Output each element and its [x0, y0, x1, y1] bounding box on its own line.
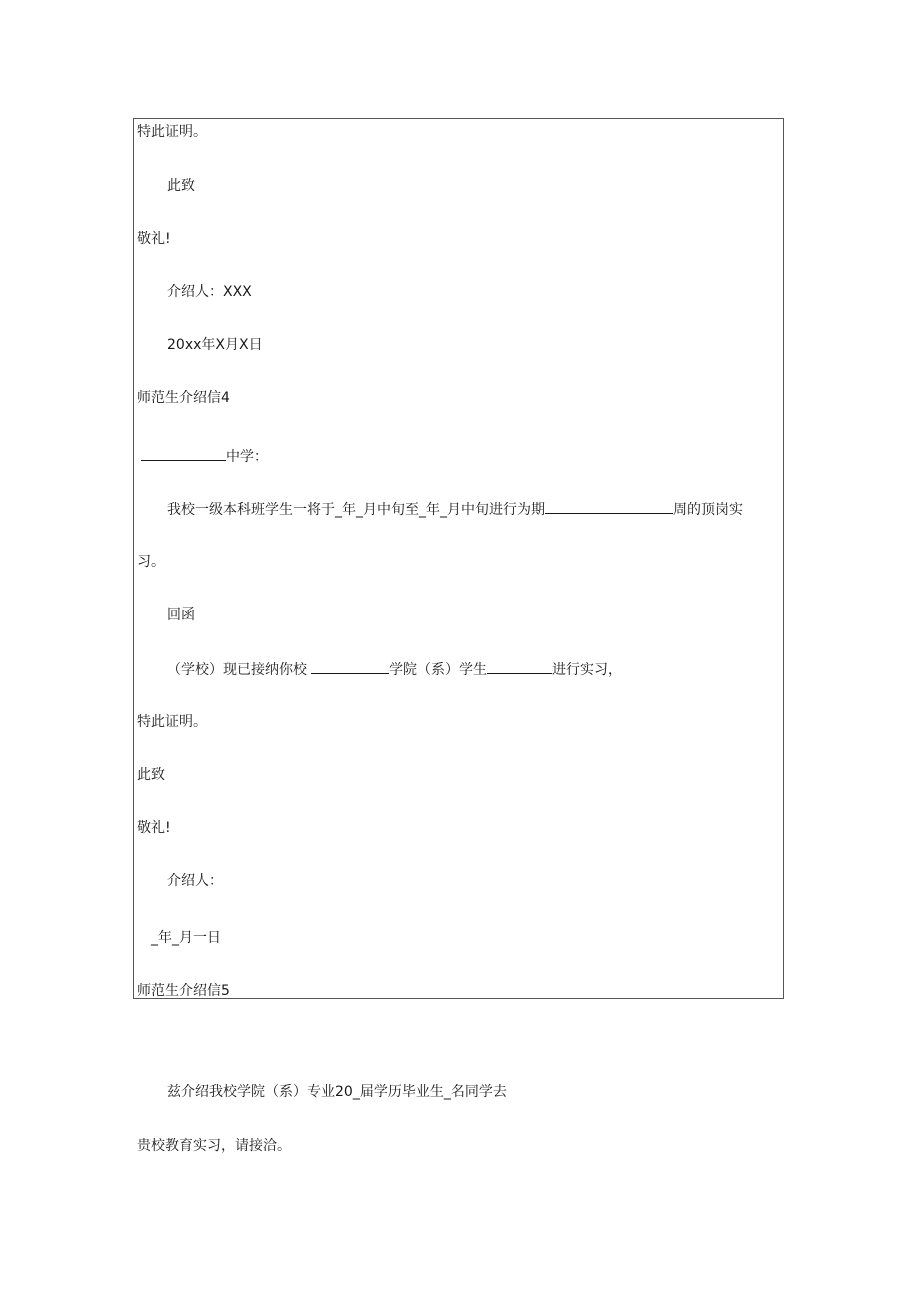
letter-4-addressee [141, 446, 268, 466]
reply-body [167, 659, 622, 679]
reply-part1: （学校）现已接纳你校 [167, 662, 307, 678]
period-blank [545, 499, 673, 514]
salute-open-1: 此致 [167, 178, 195, 194]
addressee-blank [141, 446, 226, 461]
school-blank [311, 659, 389, 674]
letter-5-body-line2: 贵校教育实习，请接洽。 [137, 1138, 291, 1154]
addressee-suffix: 中学： [226, 449, 268, 465]
introducer-2: 介绍人： [167, 873, 223, 889]
student-blank [487, 659, 552, 674]
body-part1: 我校一级本科班学生一将于_年_月中旬至_年_月中旬进行为期 [167, 502, 545, 518]
letter-4-heading: 师范生介绍信4 [137, 390, 230, 406]
document-table-cell [133, 118, 784, 999]
certify-text-1: 特此证明。 [137, 124, 207, 140]
date-2: _年_月一日 [151, 930, 221, 946]
salute-close-2: 敬礼! [137, 820, 171, 836]
letter-4-body-line1 [167, 499, 743, 519]
body-part2: 周的顶岗实 [673, 502, 743, 518]
date-1: 20xx年X月X日 [167, 337, 263, 353]
reply-part3: 进行实习， [552, 662, 622, 678]
reply-heading: 回函 [167, 607, 195, 623]
certify-text-2: 特此证明。 [137, 714, 207, 730]
salute-open-2: 此致 [137, 767, 165, 783]
letter-4-body-line2: 习。 [137, 554, 165, 570]
reply-part2: 学院（系）学生 [389, 662, 487, 678]
salute-close-1: 敬礼! [137, 231, 171, 247]
introducer-1: 介绍人：XXX [167, 284, 252, 300]
letter-5-body-line1: 兹介绍我校学院（系）专业20_届学历毕业生_名同学去 [167, 1084, 507, 1100]
letter-5-heading: 师范生介绍信5 [137, 983, 230, 999]
